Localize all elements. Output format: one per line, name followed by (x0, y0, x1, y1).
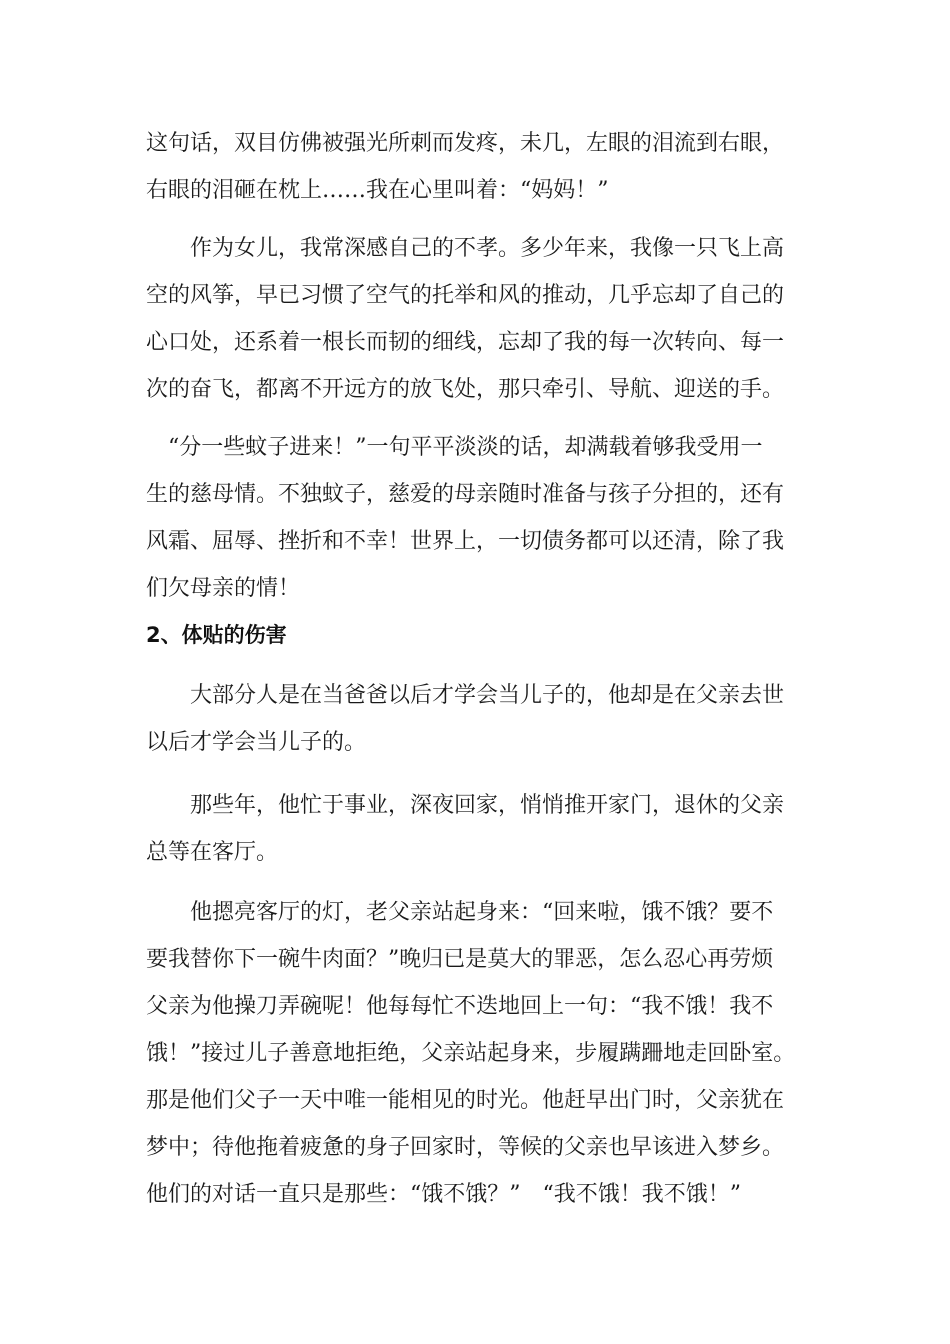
paragraph-line: 那些年，他忙于事业，深夜回家，悄悄推开家门，退休的父亲 (146, 793, 785, 818)
paragraph-line: 那是他们父子一天中唯一能相见的时光。他赶早出门时，父亲犹在 (146, 1088, 785, 1113)
paragraph-line: “分一些蚊子进来！”一句平平淡淡的话，却满载着够我受用一 (146, 435, 763, 460)
paragraph-line: 这句话，双目仿佛被强光所刺而发疼，未几，左眼的泪流到右眼， (146, 131, 785, 156)
paragraph-line: 总等在客厅。 (146, 840, 279, 865)
paragraph-line: 父亲为他操刀弄碗呢！他每每忙不迭地回上一句：“我不饿！我不 (146, 994, 774, 1019)
paragraph-2 (146, 225, 806, 413)
paragraph-line: 梦中；待他拖着疲惫的身子回家时，等候的父亲也早该进入梦乡。 (146, 1135, 785, 1160)
paragraph-line: 风霜、屈辱、挫折和不幸！世界上，一切债务都可以还清，除了我 (146, 529, 785, 554)
paragraph-line: 生的慈母情。不独蚊子，慈爱的母亲随时准备与孩子分担的，还有 (146, 482, 785, 507)
paragraph-line: 要我替你下一碗牛肉面？”晚归已是莫大的罪恶，怎么忍心再劳烦 (146, 947, 774, 972)
paragraph-line: 以后才学会当儿子的。 (146, 730, 367, 755)
paragraph-3 (146, 424, 806, 612)
paragraph-line: 大部分人是在当爸爸以后才学会当儿子的，他却是在父亲去世 (146, 683, 785, 708)
paragraph-line: 们欠母亲的情！ (146, 576, 301, 601)
paragraph-line: 心口处，还系着一根长而韧的细线，忘却了我的每一次转向、每一 (146, 330, 785, 355)
paragraph-line: 他摁亮客厅的灯，老父亲站起身来：“回来啦，饿不饿？要不 (146, 900, 774, 925)
section-heading: 2、体贴的伤害 (146, 623, 287, 647)
paragraph-5 (146, 782, 806, 876)
paragraph-line: 他们的对话一直只是那些：“饿不饿？” “我不饿！我不饿！” (146, 1182, 741, 1207)
paragraph-line: 空的风筝，早已习惯了空气的托举和风的推动，几乎忘却了自己的 (146, 283, 785, 308)
paragraph-4 (146, 672, 806, 766)
paragraph-line: 饿！”接过儿子善意地拒绝，父亲站起身来，步履蹒跚地走回卧室。 (146, 1041, 796, 1066)
paragraph-1 (146, 120, 806, 214)
paragraph-line: 作为女儿，我常深感自己的不孝。多少年来，我像一只飞上高 (146, 236, 785, 261)
paragraph-line: 次的奋飞，都离不开远方的放飞处，那只牵引、导航、迎送的手。 (146, 377, 785, 402)
paragraph-line: 右眼的泪砸在枕上……我在心里叫着：“妈妈！” (146, 178, 609, 203)
paragraph-6 (146, 889, 806, 1218)
